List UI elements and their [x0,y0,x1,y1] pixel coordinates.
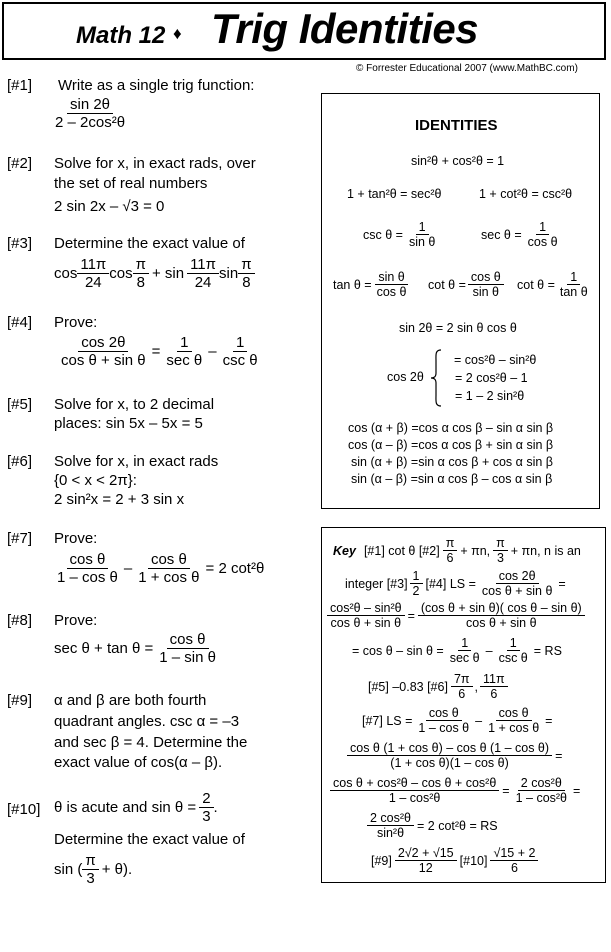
key-row-1-text-c: + πn, n is an [510,543,581,558]
key-r7-num: cos θ (1 + cos θ) – cos θ (1 – cos θ) [347,741,552,756]
problem-9-line4: exact value of cos(α – β). [54,754,223,771]
identity-tan-den: cos θ [376,285,407,299]
key-r6-f1-den: 1 – cos θ [418,721,470,735]
problem-4-lhs-den: cos θ + sin θ [61,352,146,369]
identity-csc-num: 1 [416,220,429,235]
problem-8-number: [#8] [7,612,33,629]
problem-10-period: . [213,799,218,816]
problem-10-line1 [54,790,218,825]
problem-8-r-num: cos θ [167,631,209,649]
problem-3-f3-den: 24 [194,274,212,291]
problem-3-f4-den: 8 [242,274,251,291]
key-r5-f2-num: 11π [480,672,508,687]
problem-10-text: θ is acute and sin θ = [54,799,197,816]
problem-7-b-den: 1 + cos θ [138,569,200,586]
problem-4-expression [58,334,261,369]
problem-1-text: Write as a single trig function: [58,77,255,94]
problem-10-sf-den: 3 [86,870,95,887]
key-r5-f1-num: 7π [451,672,473,687]
identity-cos-diff: cos (α – β) =cos α cos β + sin α sin β [348,438,554,452]
key-r2-g-num: cos 2θ [496,569,539,584]
key-r1-f2-num: π [493,536,508,551]
page-title: Trig Identities [211,5,479,52]
key-row-4-text-b: = RS [533,643,562,658]
identity-cot2-label: cot θ = [517,277,555,292]
key-row-10 [371,846,538,875]
key-row-5-comma: , [474,679,478,694]
identity-cot2-num: 1 [567,270,580,285]
problem-10-number: [#10] [7,801,41,818]
problem-4-lhs-num: cos 2θ [78,334,128,352]
key-r6-f2-den: 1 + cos θ [488,721,540,735]
key-r4-f2-den: csc θ [498,651,528,665]
problem-1-numerator: sin 2θ [67,96,113,114]
key-r3-f2-num: (cos θ + sin θ)( cos θ – sin θ) [418,601,585,616]
key-r1-f2-den: 3 [496,551,504,565]
problem-8-lhs: sec θ + tan θ = [54,640,154,657]
identity-sec-num: 1 [536,220,549,235]
problem-10-sf-num: π [82,852,98,870]
key-row-1-text-a: [#1] cot θ [#2] [363,543,440,558]
problem-3-f2-num: π [133,256,149,274]
problem-1-denominator: 2 – 2cos²θ [55,114,126,131]
problem-3-f2-den: 8 [136,274,145,291]
key-r5-f1-den: 6 [458,687,466,701]
key-r6-f2-num: cos θ [496,706,532,721]
key-r8-f1-den: 1 – cos²θ [388,791,441,805]
problem-8-expression [54,631,219,666]
key-row-3-equals: = [407,608,415,623]
key-r3-f2-den: cos θ + sin θ [466,616,537,630]
problem-10-sin-open: sin ( [54,861,83,878]
problem-2-number: [#2] [7,155,33,172]
key-r8-f2-den: 1 – cos²θ [515,791,568,805]
problem-3-cos2: cos [109,265,133,282]
key-label: Key [333,543,356,558]
problem-9-line2: quadrant angles. csc α = –3 [54,713,240,730]
identity-cot-label: cot θ = [428,277,466,292]
key-row-5-text-a: [#5] –0.83 [#6] [368,679,448,694]
key-r1-f1-den: 6 [446,551,454,565]
problem-4-r2-den: csc θ [222,352,258,369]
identity-sec [481,220,561,249]
problem-8-r-den: 1 – sin θ [159,649,216,666]
identity-sin-sum: sin (α + β) =sin α cos β + cos α sin β [351,455,553,469]
curly-brace-icon [429,349,443,407]
problem-2-equation: 2 sin 2x – √3 = 0 [54,198,165,215]
identity-sin-diff: sin (α – β) =sin α cos β – cos α sin β [351,472,553,486]
key-row-6 [362,706,552,735]
problem-4-r1-num: 1 [177,334,191,352]
key-row-7-text-b: = [555,748,563,763]
course-label: Math 12 [76,22,166,49]
identity-csc-label: csc θ = [363,227,403,242]
problem-3-sin2: sin [219,265,239,282]
copyright-notice: © Forrester Educational 2007 (www.MathBC.com) [356,63,578,74]
identity-tan-label: tan θ = [333,277,372,292]
identity-tan-num: sin θ [375,270,407,285]
key-row-2-text-a: integer [#3] [345,576,408,591]
problem-5-line2: places: sin 5x – 5x = 5 [54,415,203,432]
problem-4-line1: Prove: [54,314,98,331]
key-row-6-text-b: = [545,713,553,728]
key-row-8-equals: = [502,783,510,798]
problem-5-number: [#5] [7,396,33,413]
key-r5-f2-den: 6 [490,687,498,701]
problem-3-f1-num: 11π [77,256,109,274]
key-r2-f-den: 2 [412,584,420,598]
problem-3-cos: cos [54,265,78,282]
key-row-6-minus: – [475,713,483,728]
key-r9-den: sin²θ [376,826,405,840]
identity-cos-double-2: = 2 cos²θ – 1 [455,371,528,385]
key-row-10-text-b: [#10] [459,853,488,868]
identity-cot2-den: tan θ [559,285,588,299]
problem-4-number: [#4] [7,314,33,331]
key-row-9-text-b: = 2 cot²θ = RS [417,818,498,833]
problem-2-line1: Solve for x, in exact rads, over [54,155,256,172]
key-r10-f2-num: √15 + 2 [490,846,538,861]
diamond-bullet-icon: ♦ [173,24,182,43]
problem-6-line3: 2 sin²x = 2 + 3 sin x [54,491,185,508]
identity-cos-double-1: = cos²θ – sin²θ [454,353,537,367]
key-row-8-text-b: = [573,783,581,798]
problem-3-line1: Determine the exact value of [54,235,245,252]
identity-pythagorean-2: 1 + tan²θ = sec²θ [347,187,442,201]
problem-1-fraction [52,96,128,131]
key-row-4-text-a: = cos θ – sin θ = [352,643,444,658]
key-r2-g-den: cos θ + sin θ [481,584,553,598]
identity-cot [428,270,504,299]
problem-7-minus: – [123,560,133,577]
problem-4-equals: = [151,343,161,360]
problem-9-line1: α and β are both fourth [54,692,207,709]
problem-10-f-den: 3 [202,808,211,825]
identity-sec-den: cos θ [527,235,558,249]
problem-1-number: [#1] [7,77,33,94]
identity-csc-den: sin θ [408,235,436,249]
key-row-7 [347,741,562,770]
key-row-6-text-a: [#7] LS = [362,713,413,728]
key-r4-f1-num: 1 [458,636,471,651]
identities-heading: IDENTITIES [415,117,498,134]
identity-cot-reciprocal [517,270,591,299]
key-r10-f2-den: 6 [510,861,518,875]
identity-cot-den: sin θ [472,285,500,299]
key-r1-f1-num: π [443,536,458,551]
key-r3-f1-num: cos²θ – sin²θ [327,601,405,616]
problem-6-line1: Solve for x, in exact rads [54,453,219,470]
key-row-3 [327,601,585,630]
problem-10-f-num: 2 [199,790,213,808]
identity-pythagorean-1: sin²θ + cos²θ = 1 [411,154,505,168]
identity-sin-double: sin 2θ = 2 sin θ cos θ [399,321,517,335]
problem-3-f4-num: π [238,256,254,274]
identity-sec-label: sec θ = [481,227,522,242]
problem-4-r1-den: sec θ [166,352,203,369]
problem-2-line2: the set of real numbers [54,175,208,192]
identity-cot-num: cos θ [468,270,504,285]
key-row-5 [368,672,508,701]
key-row-4-minus: – [485,643,493,658]
key-r6-f1-num: cos θ [426,706,462,721]
problem-7-rhs: = 2 cot²θ [205,560,265,577]
key-r10-f1-den: 12 [418,861,433,875]
problem-9-number: [#9] [7,692,33,709]
problem-3-expression [54,256,255,291]
problem-6-line2: {0 < x < 2π}: [54,472,137,489]
key-row-1 [333,536,581,565]
problem-7-a-num: cos θ [67,551,109,569]
key-row-2 [345,569,566,598]
problem-7-number: [#7] [7,530,33,547]
problem-3-f3-num: 11π [187,256,219,274]
problem-7-b-num: cos θ [148,551,190,569]
problem-4-minus: – [208,343,217,360]
key-row-10-text-a: [#9] [371,853,392,868]
problem-3-number: [#3] [7,235,33,252]
problem-4-r2-num: 1 [233,334,247,352]
identity-cos-double-label: cos 2θ [387,370,424,384]
problem-10-expression [54,852,132,887]
problem-10-sin-close: + θ). [101,861,133,878]
key-row-1-text-b: + πn, [460,543,491,558]
key-r4-f2-num: 1 [507,636,520,651]
identity-cos-sum: cos (α + β) =cos α cos β – sin α sin β [348,421,554,435]
problem-7-line1: Prove: [54,530,98,547]
problem-3-f1-den: 24 [84,274,102,291]
key-row-4 [352,636,562,665]
problem-6-number: [#6] [7,453,33,470]
key-r3-f1-den: cos θ + sin θ [330,616,402,630]
key-row-2-text-c: = [558,576,566,591]
identity-csc [363,220,438,249]
key-r9-num: 2 cos²θ [367,811,414,826]
key-row-2-text-b: [#4] LS = [425,576,476,591]
key-r10-f1-num: 2√2 + √15 [395,846,457,861]
problem-7-a-den: 1 – cos θ [57,569,118,586]
problem-5-line1: Solve for x, to 2 decimal [54,396,215,413]
key-r7-den: (1 + cos θ)(1 – cos θ) [390,756,509,770]
problem-8-line1: Prove: [54,612,98,629]
key-row-9 [367,811,498,840]
identity-pythagorean-3: 1 + cot²θ = csc²θ [479,187,573,201]
problem-9-line3: and sec β = 4. Determine the [54,734,248,751]
key-r2-f-num: 1 [410,569,423,584]
key-row-8 [330,776,580,805]
identity-cos-double-3: = 1 – 2 sin²θ [455,389,525,403]
problem-3-plus-sin: + sin [151,265,185,282]
problem-7-expression [54,551,264,586]
problem-10-line2: Determine the exact value of [54,831,245,848]
key-r8-f1-num: cos θ + cos²θ – cos θ + cos²θ [330,776,499,791]
key-r4-f1-den: sec θ [449,651,480,665]
key-r8-f2-num: 2 cos²θ [518,776,565,791]
identity-tan [333,270,409,299]
